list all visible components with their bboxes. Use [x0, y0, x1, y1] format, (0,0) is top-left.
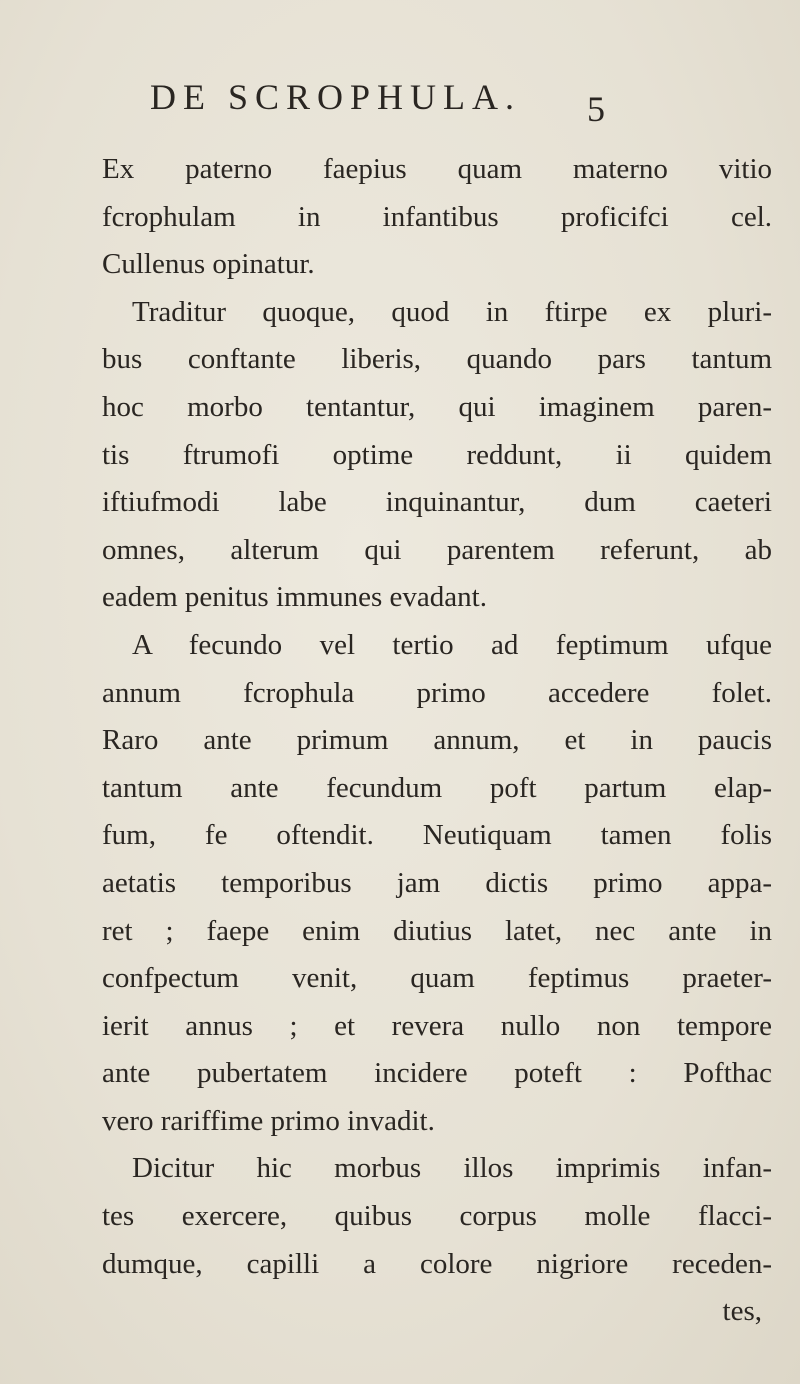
text-line: Ex paterno faepius quam materno vitio: [102, 153, 772, 185]
text-line: iftiufmodi labe inquinantur, dum caeteri: [102, 486, 772, 519]
text-line: A fecundo vel tertio ad feptimum ufque: [132, 628, 772, 661]
text-line: omnes, alterum qui parentem referunt, ab: [102, 533, 772, 566]
body-text: [102, 146, 772, 1336]
text-line: tis ftrumofi optime reddunt, ii quidem: [102, 438, 772, 471]
text-line: dumque, capilli a colore nigriore receden-: [102, 1247, 772, 1280]
text-line: confpectum venit, quam feptimus praeter-: [102, 962, 772, 995]
text-line: fum, fe oftendit. Neutiquam tamen folis: [102, 819, 772, 852]
text-line: fcrophulam in infantibus proficifci cel.: [102, 200, 772, 233]
text-line: tes exercere, quibus corpus molle flacci-: [102, 1200, 772, 1233]
text-line: ierit annus ; et revera nullo non tempore: [102, 1009, 772, 1042]
text-line: ret ; faepe enim diutius latet, nec ante in: [102, 914, 772, 947]
text-line: Dicitur hic morbus illos imprimis infan-: [132, 1152, 772, 1185]
text-line: tantum ante fecundum poft partum elap-: [102, 771, 772, 804]
text-line: hoc morbo tentantur, qui imaginem paren-: [102, 390, 772, 423]
page-number: 5: [587, 89, 605, 129]
text-line: Traditur quoque, quod in ftirpe ex pluri-: [132, 295, 772, 328]
text-line: ante pubertatem incidere poteft : Pofthac: [102, 1057, 772, 1090]
text-line: Raro ante primum annum, et in paucis: [102, 724, 772, 757]
text-line: aetatis temporibus jam dictis primo appa-: [102, 866, 772, 899]
text-line: eadem penitus immunes evadant.: [102, 581, 487, 614]
text-line: vero rariffime primo invadit.: [102, 1104, 435, 1137]
text-line: bus conftante liberis, quando pars tantum: [102, 343, 772, 376]
text-line: Cullenus opinatur.: [102, 248, 315, 281]
running-head: DE SCROPHULA.: [150, 77, 522, 117]
text-line: annum fcrophula primo accedere folet.: [102, 676, 772, 709]
catchword: tes,: [722, 1295, 762, 1328]
